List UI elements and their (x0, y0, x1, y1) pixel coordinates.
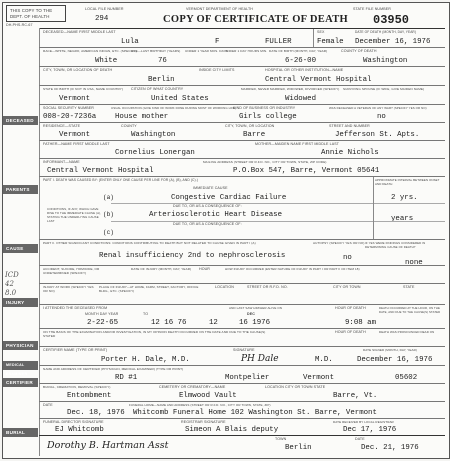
death-hour-label: HOUR OF DEATH (335, 306, 366, 310)
certifier-signature: PH Dale (241, 354, 279, 364)
inside-city-limits-label: INSIDE CITY LIMITS (199, 68, 235, 72)
date-of-birth-label: DATE OF BIRTH (MONTH, DAY, YEAR) (269, 49, 328, 53)
father-value: Cornelius Lonergan (115, 149, 195, 157)
copy-note-line-1: THIS COPY TO THE (10, 8, 53, 13)
attended-from-label: MONTH DAY YEAR (85, 312, 119, 316)
findings-value: none (405, 259, 423, 267)
father-label: FATHER—NAME FIRST MIDDLE LAST (43, 142, 110, 146)
sex-value: Female (317, 38, 344, 46)
director-value: EJ Whitcomb (55, 426, 104, 434)
local-file-number: 294 (95, 15, 109, 23)
received-label: DATE RECEIVED BY LOCAL REGISTRAR (333, 420, 394, 424)
row4-rule (39, 104, 445, 105)
last-saw-label: AND LAST SAW HIM/HER ALIVE ON (229, 306, 283, 310)
cause-c-rule (39, 239, 445, 240)
copy-note-box (6, 5, 66, 22)
injury-state-label: STATE (403, 285, 415, 289)
autopsy-value: no (343, 254, 352, 262)
spouse-label: SURVIVING SPOUSE (IF WIFE, GIVE MAIDEN NAME) (343, 87, 425, 91)
last-saw-hour: 12 (209, 319, 218, 327)
due-to-label-2: DUE TO, OR AS A CONSEQUENCE OF: (173, 222, 242, 226)
burial-rule-1 (39, 401, 445, 402)
tab-injury: INJURY (3, 298, 38, 307)
footer-town-value: Berlin (285, 444, 312, 452)
burial-method-label: BURIAL, CREMATION, REMOVAL (SPECIFY) (43, 385, 111, 389)
cause-a-interval: 2 yrs. (391, 194, 418, 202)
row2-rule (39, 66, 445, 67)
occupation-label: USUAL OCCUPATION (GIVE KIND OF WORK DONE DURING MOST OF WORKING LIFE) (111, 106, 237, 110)
race-label: RACE—WHITE, NEGRO, AMERICAN INDIAN, ETC. (SPECIFY) (43, 49, 137, 53)
date-signed-value: December 16, 1976 (357, 356, 433, 364)
state-file-number: 03950 (373, 13, 410, 27)
examiner-rule (39, 346, 445, 347)
received-value: Dec 17, 1976 (343, 426, 397, 434)
date-of-birth-value: 6-26-00 (285, 57, 317, 65)
under-1-day-label: UNDER 1 DAY HOURS MIN. (225, 49, 268, 53)
cause-b-prefix: (b) (103, 211, 114, 218)
examiner-text: ON THE BASIS OF THE EXAMINATION AND/OR INVESTIGATION, IN MY OPINION DEATH OCCURRED ON THE DATE AND DUE TO THE CAUSE(S) STATED (43, 330, 266, 338)
marital-value: Widowed (285, 95, 317, 103)
state-file-label: STATE FILE NUMBER (353, 7, 391, 11)
part2-rule (39, 265, 445, 266)
part1-label: PART I. DEATH WAS CAUSED BY: (ENTER ONLY ONE CAUSE PER LINE FOR (A), (B), AND (C).) (43, 178, 198, 182)
certifier-address-1: RD #1 (115, 374, 138, 382)
veteran-value: no (377, 113, 386, 121)
interval-column-divider (373, 177, 374, 239)
ssn-label: SOCIAL SECURITY NUMBER (43, 106, 94, 110)
city-of-death-value: Berlin (148, 76, 175, 84)
tab-deceased: DECEASED (3, 116, 38, 125)
birthplace-label: STATE OF BIRTH (IF NOT IN USA, NAME COUNTRY) (43, 87, 124, 91)
immediate-cause-label: IMMEDIATE CAUSE (193, 186, 228, 190)
department-name: VERMONT DEPARTMENT OF HEALTH (186, 7, 253, 11)
citizen-label: CITIZEN OF WHAT COUNTRY (131, 87, 184, 91)
due-to-label-1: DUE TO, OR AS A CONSEQUENCE OF: (173, 204, 242, 208)
residence-state-label: RESIDENCE—STATE (43, 124, 81, 128)
injury-place-label: PLACE OF INJURY—AT HOME, FARM, STREET, FACTORY, OFFICE BLDG., ETC. (SPECIFY) (99, 285, 199, 293)
certifier-address-label: NAME AND ADDRESS OF CERTIFIER (PHYSICIAN, MEDICAL EXAMINER) (TYPE OR PRINT) (43, 367, 184, 371)
last-saw-value: 16 1976 (239, 319, 271, 327)
attended-to-label: TO (143, 312, 149, 316)
injury-street-label: STREET OR R.F.D. NO. (247, 285, 288, 289)
certifier-rule-2 (39, 383, 445, 384)
copy-note-line-2: DEPT. OF HEALTH (10, 14, 50, 19)
tab-cause: CAUSE (3, 244, 38, 253)
residence-city-value: Barre (243, 131, 266, 139)
age-label: AGE—LAST BIRTHDAY (YEARS) (131, 49, 181, 53)
residence-street-label: STREET AND NUMBER (329, 124, 370, 128)
informant-rule (39, 176, 445, 177)
cause-b-value: Arteriosclerotic Heart Disease (149, 211, 283, 219)
ssn-value: 008-20-7236a (43, 113, 97, 121)
certifier-zip: 05602 (395, 374, 418, 382)
funeral-home-value: Whitcomb Funeral Home 102 Washington St. Barre, Vermont (133, 409, 377, 417)
burial-date-label: DATE (43, 403, 53, 407)
dec-stamp: DEC (247, 312, 255, 316)
row6-rule (39, 140, 445, 141)
injury-work-label: INJURY AT WORK (SPECIFY YES OR NO) (43, 285, 94, 293)
tab-physician: PHYSICIAN (3, 341, 38, 350)
attended-from-value: 2-22-65 (87, 319, 119, 327)
left-margin-rule (39, 28, 40, 456)
mother-value: Annie Nichols (321, 149, 379, 157)
burial-rule-2 (39, 418, 445, 419)
deceased-middle-name: F (215, 38, 220, 46)
certifier-name-label: CERTIFIER NAME (TYPE OR PRINT) (43, 348, 108, 352)
injury-hour-label: HOUR (199, 267, 210, 271)
hospital-value: Central Vermont Hospital (265, 76, 372, 84)
icd-margin-note: ICD 428.0 (5, 271, 19, 297)
residence-city-label: CITY, TOWN, OR LOCATION (225, 124, 275, 128)
certificate-title: COPY OF CERTIFICATE OF DEATH (163, 14, 348, 25)
cause-b-interval: years (391, 215, 414, 223)
birthplace-value: Vermont (59, 95, 91, 103)
parents-rule (39, 158, 445, 159)
row3-rule (39, 85, 445, 86)
cemetery-label: CEMETERY OR CREMATORY—NAME (159, 385, 226, 389)
registrar-value: Simeon A Blais deputy (185, 426, 279, 434)
registrar-label: REGISTRAR SIGNATURE (181, 420, 226, 424)
injury-location-label: LOCATION (215, 285, 234, 289)
cause-a-rule (111, 203, 445, 204)
mailing-label: MAILING ADDRESS (STREET OR R.F.D. NO., CITY OR TOWN, STATE, ZIP CODE) (203, 160, 327, 164)
certifier-title: M.D. (315, 356, 333, 364)
occurred-label: DEATH OCCURRED AT THE HOUR, ON THE DATE, AND DUE TO THE CAUSE(S) STATED (379, 306, 441, 314)
physician-rule (39, 328, 445, 329)
death-hour-value: 9:08 am (345, 319, 377, 327)
residence-county-value: Washington (131, 131, 176, 139)
mailing-value: P.O.Box 547, Barre, Vermont 05641 (233, 167, 380, 175)
tab-burial: BURIAL (3, 428, 38, 437)
funeral-home-label: FUNERAL HOME—NAME AND ADDRESS (STREET OR R.F.D. NO., CITY OR TOWN, STATE, ZIP) (129, 403, 271, 407)
footer-town-label: TOWN (275, 437, 287, 441)
injury-city-label: CITY OR TOWN (333, 285, 361, 289)
director-label: FUNERAL DIRECTOR SIGNATURE (43, 420, 104, 424)
interval-label: APPROXIMATE INTERVAL BETWEEN ONSET AND DEATH (375, 178, 440, 186)
deceased-first-name: Lula (121, 38, 139, 46)
under-1-year-label: UNDER 1 YEAR MOS. DAYS (185, 49, 228, 53)
sex-label: SEX (317, 30, 325, 34)
injury-rule-1 (39, 283, 445, 284)
certifier-signature-label: SIGNATURE (233, 348, 255, 352)
deceased-name-label: DECEASED—NAME FIRST MIDDLE LAST (43, 30, 116, 34)
business-label: KIND OF BUSINESS OR INDUSTRY (233, 106, 296, 110)
deceased-last-name: FULLER (265, 38, 292, 46)
county-of-death-value: Washington (363, 57, 408, 65)
race-value: White (95, 57, 118, 65)
county-of-death-label: COUNTY OF DEATH (341, 49, 377, 53)
form-code: DH-PHS-RC-67 (6, 23, 33, 27)
hospital-label: HOSPITAL OR OTHER INSTITUTION—NAME (265, 68, 344, 72)
conditions-label: CONDITIONS, IF ANY, WHICH GAVE RISE TO THE IMMEDIATE CAUSE (A), STATING THE UNDERLYING CAUSE LAST (47, 207, 102, 223)
burial-location-value: Barre, Vt. (333, 392, 378, 400)
residence-state-value: Vermont (59, 131, 91, 139)
mother-label: MOTHER—MAIDEN NAME FIRST MIDDLE LAST (255, 142, 340, 146)
tab-certifier: CERTIFIER (3, 378, 38, 387)
injury-date-label: DATE OF INJURY (MONTH, DAY, YEAR) (131, 267, 192, 271)
veteran-label: WAS DECEASED A VETERAN OF ANY WAR? (SPECIFY YES OR NO) (329, 106, 427, 110)
informant-value: Central Vermont Hospital (47, 167, 154, 175)
certifier-address-2: Montpelier (225, 374, 270, 382)
tab-parents: PARENTS (3, 185, 38, 194)
clerk-signature: Dorothy B. Hartman Asst (47, 440, 169, 451)
cause-b-rule (111, 221, 445, 222)
age-value: 76 (158, 57, 167, 65)
footer-date-label: DATE (355, 437, 365, 441)
row1-divider-1 (313, 29, 314, 47)
cause-a-value: Congestive Cardiac Failure (171, 194, 287, 202)
informant-label: INFORMANT—NAME (43, 160, 80, 164)
date-of-death-label: DATE OF DEATH (MONTH, DAY, YEAR) (355, 30, 416, 34)
occupation-value: House mother (115, 113, 169, 121)
business-value: Girls college (239, 113, 297, 121)
residence-county-label: COUNTY (121, 124, 137, 128)
residence-street-value: Jefferson St. Apts. (335, 131, 420, 139)
cause-c-prefix: (c) (103, 229, 114, 236)
date-of-death-value: December 16, 1976 (355, 38, 431, 46)
examiner-hour-label: HOUR OF DEATH (335, 330, 366, 334)
certifier-rule-1 (39, 365, 445, 366)
attended-to-value: 12 16 76 (151, 319, 187, 327)
burial-method-value: Entombment (67, 392, 112, 400)
part2-label: PART II. OTHER SIGNIFICANT CONDITIONS: CONDITIONS CONTRIBUTING TO DEATH BUT NOT RELATED TO CAUSE GIVEN IN PART I (A) (43, 241, 256, 245)
attended-label: I ATTENDED THE DECEASED FROM (43, 306, 108, 310)
certifier-address-3: Vermont (303, 374, 335, 382)
death-certificate (2, 2, 450, 459)
citizen-value: United States (151, 95, 209, 103)
burial-location-label: LOCATION CITY OR TOWN STATE (265, 385, 326, 389)
burial-rule-3 (39, 435, 445, 436)
row1-rule (39, 47, 445, 48)
cemetery-value: Elmwood Vault (179, 392, 237, 400)
injury-rule-2 (39, 304, 445, 305)
autopsy-label: AUTOPSY (SPECIFY YES OR NO) (313, 241, 365, 245)
certifier-name: Porter H. Dale, M.D. (101, 356, 190, 364)
footer-date-value: Dec. 21, 1976 (361, 444, 419, 452)
injury-manner-label: ACCIDENT, SUICIDE, HOMICIDE, OR UNDETERMINED (SPECIFY) (43, 267, 100, 275)
cause-a-prefix: (a) (103, 194, 114, 201)
date-signed-label: DATE SIGNED (MONTH, DAY, YEAR) (363, 348, 417, 352)
local-file-label: LOCAL FILE NUMBER (85, 7, 124, 11)
findings-label: IF YES WERE FINDINGS CONSIDERED IN DETERMINING CAUSE OF DEATH? (365, 241, 426, 249)
injury-how-label: HOW INJURY OCCURRED (ENTER NATURE OF INJURY IN PART I OR PART II OF ITEM 18) (225, 267, 360, 271)
row5-rule (39, 122, 445, 123)
header-rule (39, 28, 445, 29)
city-of-death-label: CITY, TOWN, OR LOCATION OF DEATH (43, 68, 113, 72)
burial-date-value: Dec. 18, 1976 (67, 409, 125, 417)
part2-value: Renal insufficiency 2nd to nephrosclerosis (99, 252, 286, 260)
examiner-pronounced-label: DEATH WAS PRONOUNCED DEAD ON (379, 330, 435, 334)
marital-label: MARRIED, NEVER MARRIED, WIDOWED, DIVORCED (SPECIFY) (241, 87, 340, 91)
tab-medical-examiner: MEDICAL EXAMINER (3, 361, 38, 370)
